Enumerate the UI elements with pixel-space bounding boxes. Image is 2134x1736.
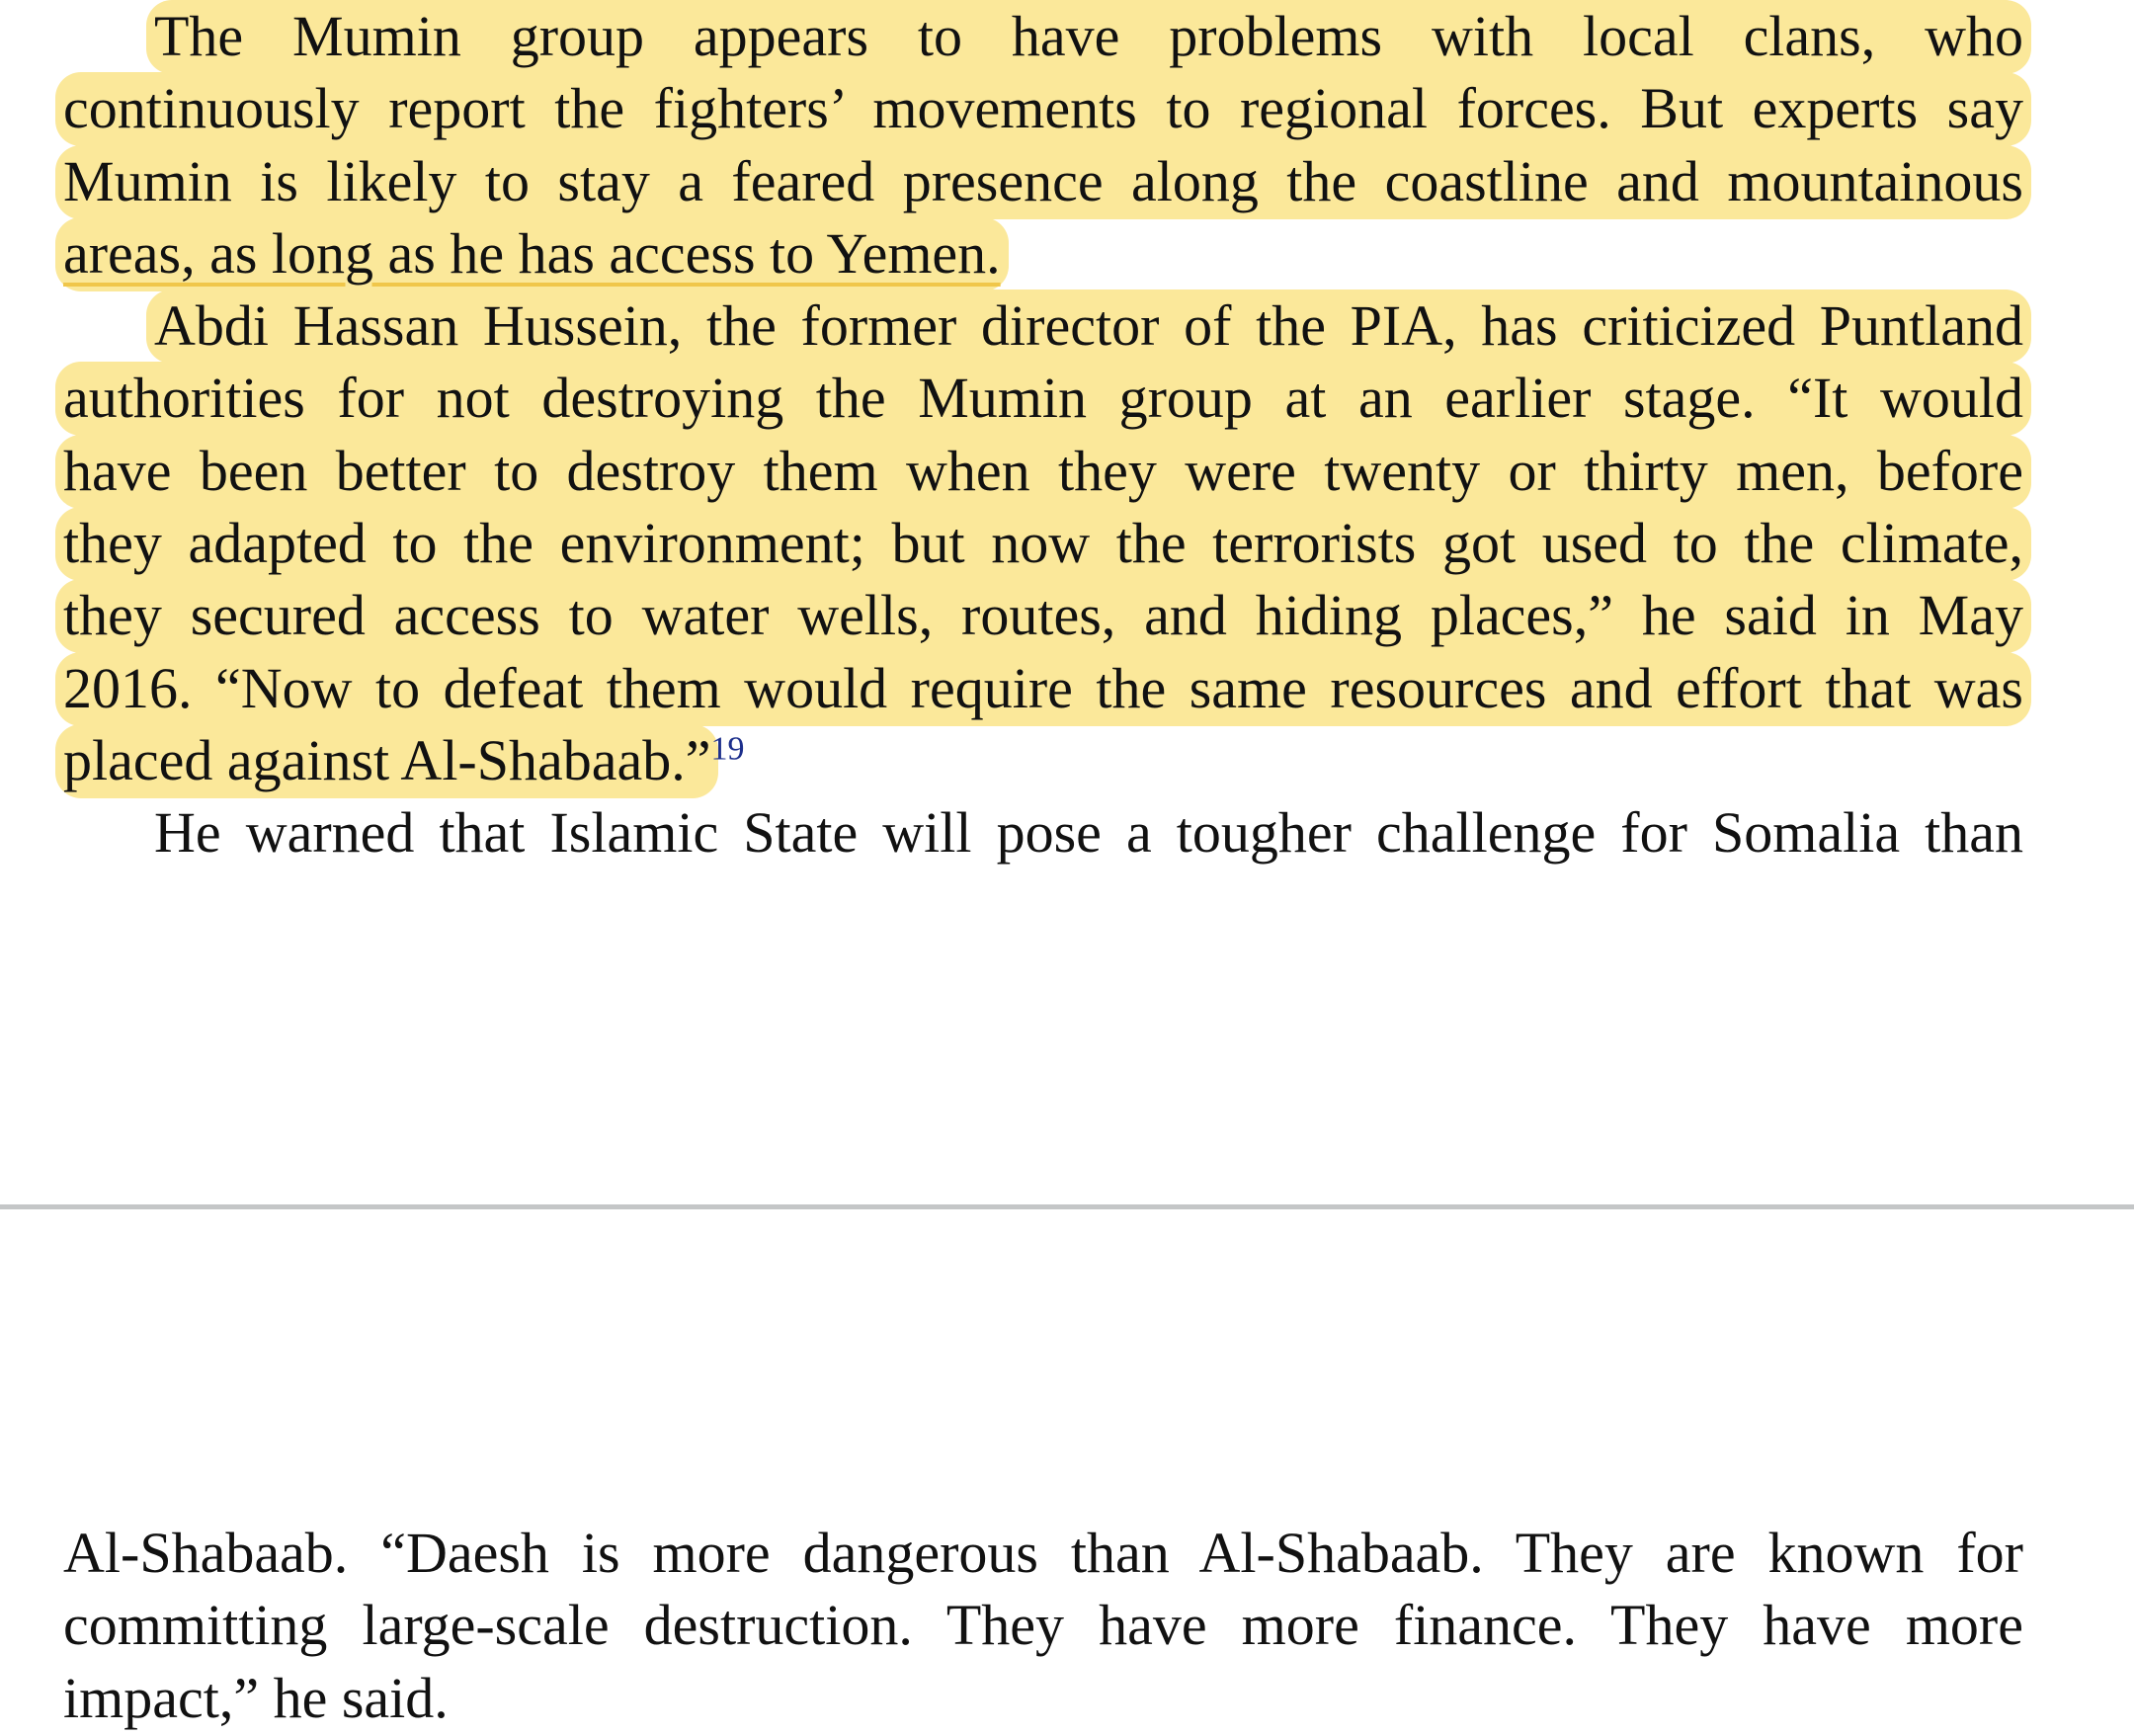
paragraph-1-line-4[interactable]: areas, as long as he has access to Yemen. xyxy=(63,217,2023,289)
paragraph-2-line-6[interactable]: 2016. “Now to defeat them would require the same resources and effort that was xyxy=(63,652,2023,724)
paragraph-2-line-2[interactable]: authorities for not destroying the Mumin group at an earlier stage. “It would xyxy=(63,362,2023,434)
footnote-link[interactable]: 19 xyxy=(710,730,745,768)
paragraph-1-line-1[interactable]: The Mumin group appears to have problems with local clans, who xyxy=(63,0,2023,72)
paragraph-1-line-2[interactable]: continuously report the fighters’ movements to regional forces. But experts say xyxy=(63,72,2023,144)
paragraph-1-line-3[interactable]: Mumin is likely to stay a feared presence along the coastline and mountainous xyxy=(63,145,2023,217)
page-bottom-text xyxy=(63,1517,2023,1734)
paragraph-2-line-5[interactable]: they secured access to water wells, routes, and hiding places,” he said in May xyxy=(63,579,2023,651)
continued-paragraph-line-1[interactable]: Al-Shabaab. “Daesh is more dangerous than Al-Shabaab. They are known for xyxy=(63,1521,2023,1585)
paragraph-2-line-4[interactable]: they adapted to the environment; but now the terrorists got used to the climate, xyxy=(63,507,2023,579)
paragraph-3-line-1[interactable]: He warned that Islamic State will pose a tougher challenge for Somalia than xyxy=(154,800,2023,866)
page-top-text xyxy=(63,0,2023,869)
paragraph-2-line-3[interactable]: have been better to destroy them when they were twenty or thirty men, before xyxy=(63,435,2023,507)
continued-paragraph-line-2[interactable]: committing large-scale destruction. They have more finance. They have more xyxy=(63,1593,2023,1658)
paragraph-2-line-1[interactable]: Abdi Hassan Hussein, the former director of the PIA, has criticized Puntland xyxy=(63,289,2023,362)
page-divider xyxy=(0,1204,2134,1209)
continued-paragraph-line-3[interactable]: impact,” he said. xyxy=(63,1665,449,1730)
paragraph-2-line-7[interactable]: placed against Al-Shabaab.”$^{19}$ xyxy=(63,724,2023,796)
